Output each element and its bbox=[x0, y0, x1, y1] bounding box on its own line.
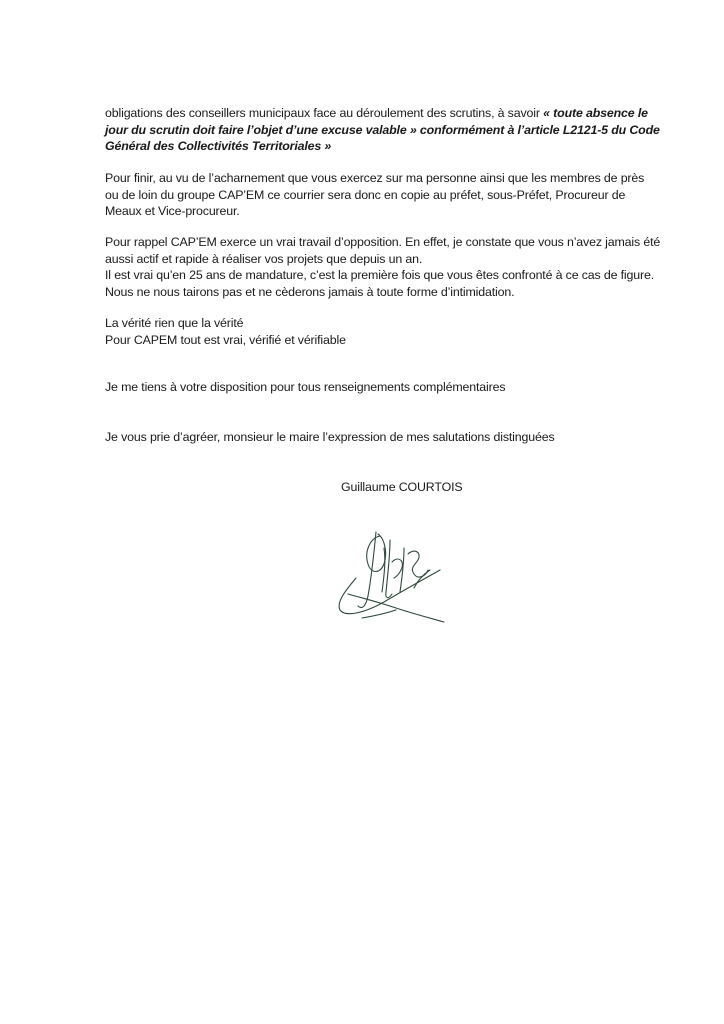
paragraph-truth-statement bbox=[105, 315, 625, 348]
paragraph-line: aussi actif et rapide à réaliser vos projets que depuis un an. bbox=[105, 251, 423, 266]
paragraph-line: Je vous prie d’agréer, monsieur le maire l’expression de mes salutations distinguées bbox=[105, 430, 555, 444]
paragraph-line: Je me tiens à votre disposition pour tous renseignements complémentaires bbox=[105, 380, 506, 394]
paragraph-line bbox=[105, 105, 648, 122]
paragraph-availability bbox=[105, 379, 625, 396]
emphasized-quote: Général des Collectivités Territoriales » bbox=[105, 139, 332, 153]
paragraph-line: ou de loin du groupe CAP’EM ce courrier sera donc en copie au préfet, sous-Préfet, Procureur de bbox=[105, 187, 626, 202]
paragraph-line: Pour CAPEM tout est vrai, vérifié et vérifiable bbox=[105, 332, 346, 347]
emphasized-quote: « toute absence le bbox=[543, 106, 648, 120]
paragraph-line bbox=[105, 122, 660, 139]
paragraph-opposition-work bbox=[105, 234, 661, 300]
text-run: du Code bbox=[607, 122, 660, 137]
paragraph-line: Pour rappel CAP’EM exerce un vrai travail d’opposition. En effet, je constate que vous n’avez jamais été bbox=[105, 235, 661, 249]
paragraph-electoral-obligations bbox=[105, 105, 660, 155]
paragraph-closing-salutation bbox=[105, 429, 625, 446]
paragraph-line: Pour finir, au vu de l’acharnement que vous exercez sur ma personne ainsi que les membres de près bbox=[105, 171, 645, 185]
paragraph-line: Nous ne nous tairons pas et ne cèderons jamais à toute forme d’intimidation. bbox=[105, 284, 515, 299]
paragraph-line: Il est vrai qu’en 25 ans de mandature, c’est la première fois que vous êtes confronté à ce cas de figure. bbox=[105, 268, 655, 282]
text-run: obligations des conseillers municipaux face au déroulement des scrutins, à savoir bbox=[105, 106, 544, 120]
paragraph-line: Meaux et Vice-procureur. bbox=[105, 204, 240, 218]
paragraph-line: La vérité rien que la vérité bbox=[105, 316, 244, 330]
paragraph-copy-recipients bbox=[105, 170, 645, 220]
emphasized-quote: jour du scrutin doit faire l’objet d’une excuse valable » conformément à l’article L2121-5 bbox=[105, 122, 608, 137]
handwritten-signature bbox=[318, 518, 453, 633]
signer-name: Guillaume COURTOIS bbox=[341, 480, 463, 494]
